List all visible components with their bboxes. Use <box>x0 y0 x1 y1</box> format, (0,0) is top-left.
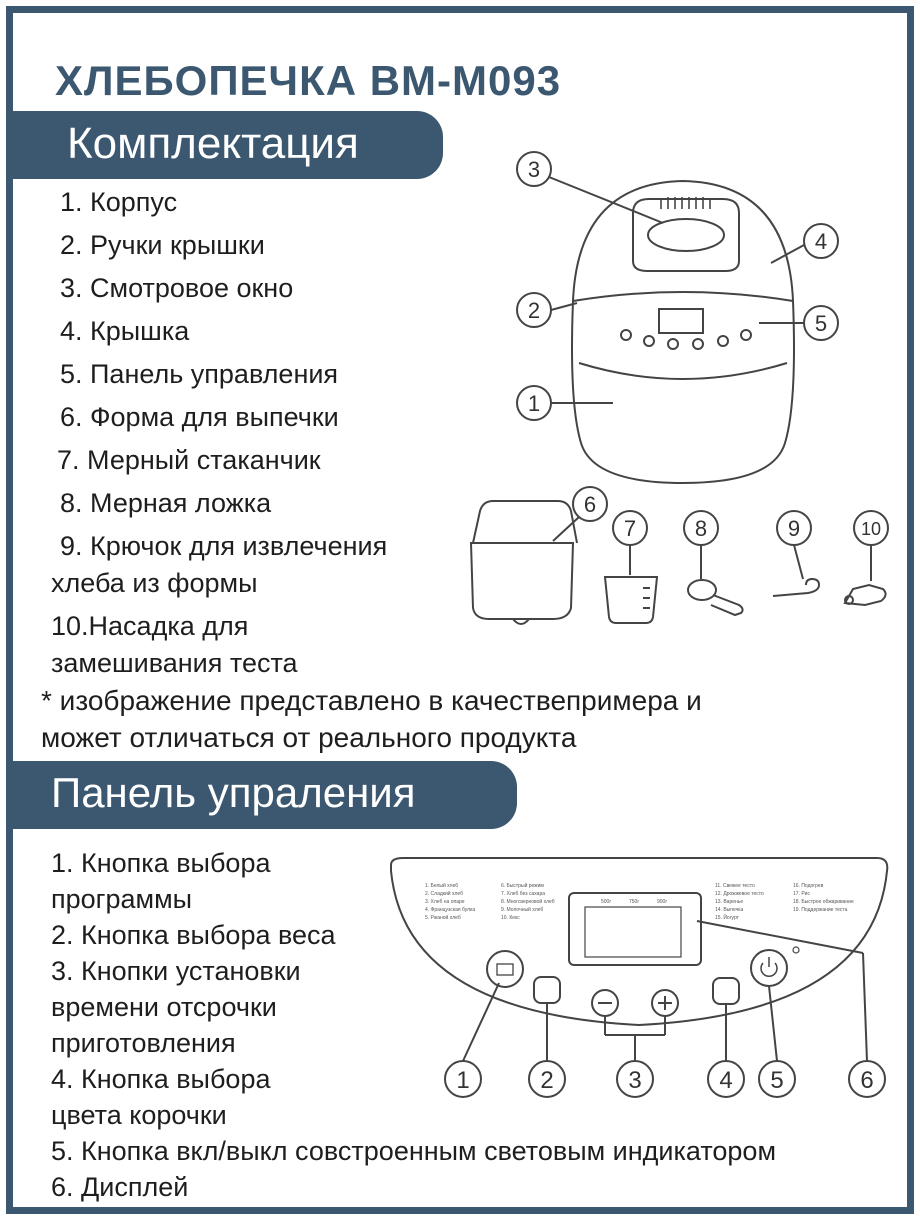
control-panel-diagram <box>391 858 887 1097</box>
body-outline <box>572 301 794 483</box>
list-item: времени отсрочки <box>51 992 277 1022</box>
callout-label: 3 <box>628 1067 642 1094</box>
page-title: ХЛЕБОПЕЧКА BM-M093 <box>55 57 562 104</box>
callout-label: 2 <box>527 298 541 323</box>
callout-label: 4 <box>719 1067 733 1094</box>
disclaimer-line: может отличаться от реального продукта <box>41 722 577 753</box>
display-weight-label: 500г <box>601 899 612 905</box>
list-item: программы <box>51 884 193 914</box>
callout-label: 9 <box>787 516 801 541</box>
list-item: 1. Кнопка выбора <box>51 848 271 878</box>
list-item: 4. Крышка <box>60 316 190 346</box>
panel-display <box>659 309 703 333</box>
callout-label: 3 <box>527 157 541 182</box>
program-label: 19. Поддержание теста <box>793 907 848 913</box>
program-label: 6. Быстрый режим <box>501 883 544 889</box>
program-label: 11. Свежее тесто <box>715 883 755 889</box>
callout-label: 4 <box>814 229 828 254</box>
program-label: 17. Рис <box>793 891 810 897</box>
panel-button <box>693 339 703 349</box>
panel-button <box>668 339 678 349</box>
program-label: 7. Хлеб без сахара <box>501 891 546 897</box>
section-heading-contents: Комплектация <box>67 119 359 168</box>
callout-label: 8 <box>694 516 708 541</box>
power-indicator-light <box>793 947 799 953</box>
list-item: 6. Форма для выпечки <box>60 402 339 432</box>
program-label: 13. Варенье <box>715 899 744 905</box>
program-label: 3. Хлеб на опаре <box>425 899 465 905</box>
callout-label: 5 <box>814 311 828 336</box>
power-button <box>751 950 787 986</box>
program-label: 14. Выпечка <box>715 907 744 913</box>
display-weight-label: 900г <box>657 899 668 905</box>
viewing-window <box>648 219 724 251</box>
list-item: 7. Мерный стаканчик <box>57 445 321 475</box>
callout-label: 7 <box>623 516 637 541</box>
bread-maker-illustration <box>13 13 914 1214</box>
program-label: 4. Французская булка <box>425 907 476 913</box>
list-item: цвета корочки <box>51 1100 227 1130</box>
measuring-cup <box>605 577 657 623</box>
list-item: 3. Кнопки установки <box>51 956 301 986</box>
list-item: 5. Панель управления <box>60 359 339 389</box>
program-label: 18. Быстрое обжаривание <box>793 899 854 905</box>
program-label: 9. Молочный хлеб <box>501 907 544 913</box>
program-label: 12. Дрожжевое тесто <box>715 891 764 897</box>
panel-button <box>621 330 631 340</box>
callout-label: 5 <box>770 1067 784 1094</box>
list-item: 4. Кнопка выбора <box>51 1064 271 1094</box>
list-item: 9. Крючок для извлечения <box>60 531 388 561</box>
pan-handle <box>473 501 577 543</box>
list-item: 6. Дисплей <box>51 1172 189 1202</box>
weight-button <box>534 977 560 1003</box>
program-label: 10. Кекс <box>501 915 520 921</box>
program-label: 16. Подогрев <box>793 883 824 889</box>
display-weight-label: 750г <box>629 899 640 905</box>
section-heading-panel: Панель упраления <box>51 769 416 816</box>
callout-label: 1 <box>456 1067 470 1094</box>
bread-hook <box>773 579 819 596</box>
control-panel-top <box>573 292 793 301</box>
program-label: 8. Многозерновой хлеб <box>501 899 555 905</box>
control-panel-bottom <box>579 363 787 379</box>
program-label: 1. Белый хлеб <box>425 883 459 889</box>
program-label: 15. Йогурт <box>715 915 739 921</box>
callout-label: 6 <box>583 492 597 517</box>
list-item: замешивания теста <box>51 648 298 678</box>
program-button <box>487 951 523 987</box>
list-item: хлеба из формы <box>51 568 258 598</box>
measuring-spoon <box>688 580 716 600</box>
list-item: 5. Кнопка вкл/выкл совстроенным световым индикатором <box>51 1136 777 1166</box>
baking-pan <box>471 543 573 619</box>
panel-button <box>718 336 728 346</box>
panel-button <box>741 330 751 340</box>
panel-button <box>644 336 654 346</box>
program-label: 5. Ржаной хлеб <box>425 915 461 921</box>
callout-label: 1 <box>527 391 541 416</box>
callout-label: 6 <box>860 1067 874 1094</box>
program-label: 2. Сладкий хлеб <box>425 891 463 897</box>
list-item: 2. Кнопка выбора веса <box>51 920 336 950</box>
list-item: 8. Мерная ложка <box>60 488 272 518</box>
crust-button <box>713 978 739 1004</box>
list-item: приготовления <box>51 1028 236 1058</box>
list-item: 3. Смотровое окно <box>60 273 294 303</box>
callout-label: 10 <box>860 519 882 539</box>
list-item: 2. Ручки крышки <box>60 230 265 260</box>
kneading-paddle <box>845 585 886 605</box>
list-item: 1. Корпус <box>60 187 178 217</box>
list-item: 10.Насадка для <box>51 611 249 641</box>
disclaimer-line: * изображение представлено в качествепримера и <box>41 685 702 716</box>
callout-label: 2 <box>540 1067 554 1094</box>
page-frame <box>6 6 914 1214</box>
